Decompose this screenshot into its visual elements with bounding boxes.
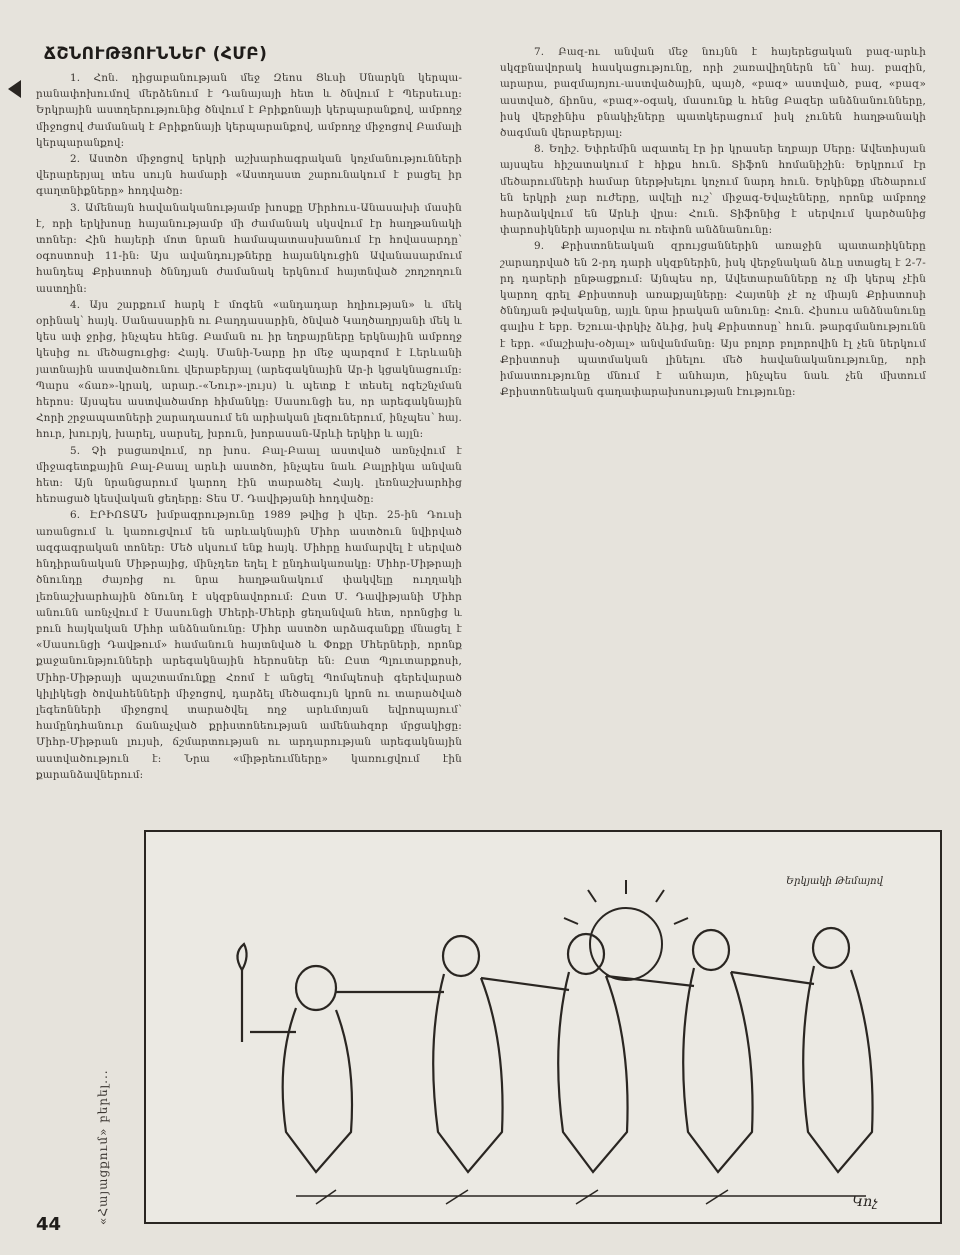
right-column <box>500 44 926 804</box>
figure-4 <box>606 930 753 1172</box>
article-columns <box>36 44 926 804</box>
note-3: 3. Ամենայն հավանականությամբ խոսքը Միրհուս-Անասախի մասին է, որի երկխոսը հայանությամբ մի ժամանակ սկսվում էր հաղթանակի տոներ: Հին հայերի մոտ նրան համապատասխանում էր հովասարդը՝ օգոստոսի 11-ին: Այս ավանդույթները հայանկուցին Ավանասարմում հանդեպ Քրիստոսի ծննդյան ժամանակ երկնում հայտնված շողշողուն աստղին: <box>36 201 462 295</box>
cartoon-illustration <box>144 830 942 1224</box>
page-number: 44 <box>36 1214 62 1235</box>
note-7: 7. Բազ-ու անվան մեջ նույնն է հայերեցական բազ-արևի սկզբնավորակ հասկացությունը, որի շառավիղներն են՝ հայ. բազին, արարա, բազմայոյու-աստվածային, պայծ, «բազ» աստված, բազ, «բազ» աստված, ճիոնս, «բազ»-օգակ, մասունք և հենց Բազեր անձնանունները, իսկ վերջինիս բնակիչները պատկերացում իսկ չունեն հաղթանակի ծագման վերաբերյալ: <box>500 46 926 140</box>
left-column <box>36 44 462 804</box>
figure-2 <box>336 936 503 1172</box>
note-9: 9. Քրիստոնեական զրույցաններին առաջին պատառիկները շարադրված են 2-րդ դարի սկզբներին, իսկ վերջնական ձևը ստացել է 2-7-րդ դարերի ընթացքում: Այնպես որ, Ավետարանները ոչ մի կերպ չէին կարող գրել Քրիստոսի առաքյալները: Հայտնի չէ ոչ միայն Քրիստոսի ծննդյան թվականը, այլև նրա իրական անունը: Հուն. Հիսուս անձնանունը գալիս է եբր. Եշուա-փրկիչ ձևից, իսկ Քրիստոսը՝ հուն. թարգմանությունն է եբր. «մաշիախ-օծյալ» անվանմանը: Այս բոլոր բոլորովին էլ չեն ներկում Քրիստոսի պատմական լինելու մեծ հավանականությունը, որի իմաստությունը մնում է անհայտ, ինչպես նաև չեն մխտում Քրիստոնեական գաղափարախոսության էությունը: <box>500 240 926 399</box>
note-5: 5. Չի բացառվում, որ խոս. Բալ-Բաալ աստված առնչվում է միջագետքային Բալ-Բաալ արևի աստծո, ինչպես նաև Բալրիկա անվան հետ: Այն նրանցարում կարող էին տարածել Հայկ. լեռնաշխարհից հեռացած կեսվական ցեղերը: Տես Մ. Դավիթյանի հոդվածը: <box>36 444 462 506</box>
figure-3 <box>481 934 628 1172</box>
note-8: 8. Եղիշ. Եփրեմին ազատել էր իր կրասեր եղբայր Սերը: Ավետիսյան այսպես հիշատակում է հիքս հուն. Տիֆոն հոմանիշին: Երկրում էր մեծարումների համար ներթխելու կոչում նարդ հուն. Երկինքը մեծարում են երկրի չար ուժերը, ավելի ուշ՝ միջագ-Եվաչեները, որոնք ամբողջ հարձակվում են Արևի վրա: Հուն. Տիֆոնից է սերվում կարծանից փարոսիկների այսօրվա ու ռեփոն անձնանունը: <box>500 143 926 237</box>
cartoon-drawing <box>146 832 940 1222</box>
arrow-marker-icon <box>8 80 21 98</box>
note-4: 4. Այս շարքում հարկ է մոգեն «անդադար հղիության» և մեկ օրինակ՝ հայկ. Սանասարին ու Բաղդասարին, ծնված Կաղծաղրյանի մեկ և կես ափ ջրից, ինչպես հենց. Բաման ու իր եղբայրները երկնային ամբողջ կեսից ու մեծացուցից: Հայկ. Մանի-Նարը իր մեջ պարզոմ է Լերևանի յատնային աստվածունու վերաբերյալ (արեգակնային Ար-ի կցակնացումը: Պարս «ճառ»-կրակ, արար.-«Նուր»-լույս) և պետք է տեսել ոգեշնչման հերոս: Այսպես աստվածամոր հիմանկը: Սասունցի ես, որ արեգակնային Հորի շրջապատների շարադասում են արիական լեզուներում, ինչպես՝ հայ. հուր, խուրյկ, խարել, սարսել, խրուն, խորասան-Արևի երկիր և այլն: <box>36 298 462 441</box>
cartoon-signature: Երկյակի Թեմայով <box>786 876 883 887</box>
figure-1 <box>237 944 352 1172</box>
note-2: 2. Աստծո միջոցով երկրի աշխարհագրական կոչմանությունների վերարերյալ տես սույն համարի «Աստղաստ շարունակում է բացել իր գաղտնիքները» հոդվածը: <box>36 153 462 198</box>
note-1: 1. Հոն. դիցաբանության մեջ Զեոս Ցևսի Սնարկն կերպարանափոխումով մերձենում է Դանայայի հետ և ծնվում է Պերսեւսը: Երկրային աստղերությունից ծնվում է Բրիքոնայի կերպարանքով, ամբողջ միջոցով ժամանակ է Բրիքոնայի կերպարանքով, ամբողջ միջոցով Բամալի կերպարանքով: <box>36 72 462 149</box>
article-heading: ՃՇՆՈՒԹՅՈՒՆՆԵՐ (ՀՄԲ) <box>44 44 268 64</box>
note-6: 6. ԷՐԻՈՏԱՆ խմբագրությունը 1989 թվից ի վեր. 25-ին Դուսի առանցում և կառուցվում են արևակնային Միհր աստծուն նվիրված ազգագրական տոներ: Մեծ սկսում ենք հայկ. Միհրը համարվել է սերված հնդիրանական Միթրայից, մինչդեռ եղել է ընդհակառակը: Միհր-Միթրայի ծնունդը ժայռից ու նրա հաղթանակում փակվելը ուղղակի լեռնաշխարհային ծնունդ է սկզբնավորում: Ըստ Մ. Դավիթյանի Միհր անունն առնչվում է Սասունցի Մհերի-Մհերի ցեղանվան հետ, որոնցից և բուն հայկական Միհր անձնանունը: Միհր աստծո արձագանքը մնացել է «Սասունցի Դավթում» համանուն հայտնված և Փոքր Մհերների, որոնք քաջանունթյունների արեգակնային հերոսներ են: Ըստ Պլուտարքոսի, Միհր-Միթրայի պաշտամունքը Հռոմ է անցել Պոմպեոսի գերեվարած կիլիկեցի ծովահենների միջոցով, դարձել մեծագույն կրոն ու տարածված լեգեոնների միջոցով տարածվել ողջ արևմտյան եվրոպայում՝ համընդհանուր ճանաչված քրիստոնեության ամենահզոր մրցակիցը: Միհր-Միթրան լույսի, ճշմարտության ու արդարության արեգակնային աստվածություն է: Նրա «միթրեումները» կառուցվում էին քարանձավներում: <box>36 509 462 781</box>
ground-hatching <box>296 1190 866 1204</box>
artist-mark: Կոչ <box>852 1194 878 1210</box>
cartoon-caption: «Հայացքում» բերել... <box>96 1069 110 1225</box>
figure-5 <box>731 928 873 1172</box>
sun-icon <box>564 880 688 980</box>
